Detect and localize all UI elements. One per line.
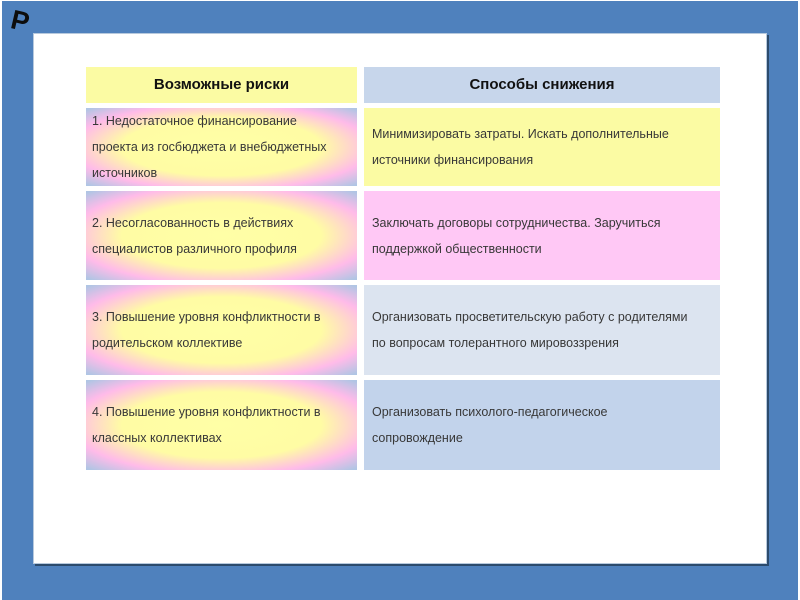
risk-table [86, 67, 720, 470]
risk-cell-3: 3. Повышение уровня конфликтности в родительском коллективе [86, 285, 357, 375]
mitigation-cell-4: Организовать психолого-педагогическое сопровождение [364, 380, 720, 470]
risk-cell-2: 2. Несогласованность в действиях специалистов различного профиля [86, 191, 357, 280]
risk-cell-4: 4. Повышение уровня конфликтности в классных коллективах [86, 380, 357, 470]
table-header-risks: Возможные риски [86, 67, 357, 103]
mitigation-cell-2: Заключать договоры сотрудничества. Заручиться поддержкой общественности [364, 191, 720, 280]
table-header-mitigations: Способы снижения [364, 67, 720, 103]
corner-letter: Р [7, 4, 33, 38]
risk-cell-1: 1. Недостаточное финансирование проекта из госбюджета и внебюджетных источников [86, 108, 357, 186]
slide [33, 33, 767, 564]
mitigation-cell-1: Минимизировать затраты. Искать дополнительные источники финансирования [364, 108, 720, 186]
mitigation-cell-3: Организовать просветительскую работу с родителями по вопросам толерантного мировоззрения [364, 285, 720, 375]
